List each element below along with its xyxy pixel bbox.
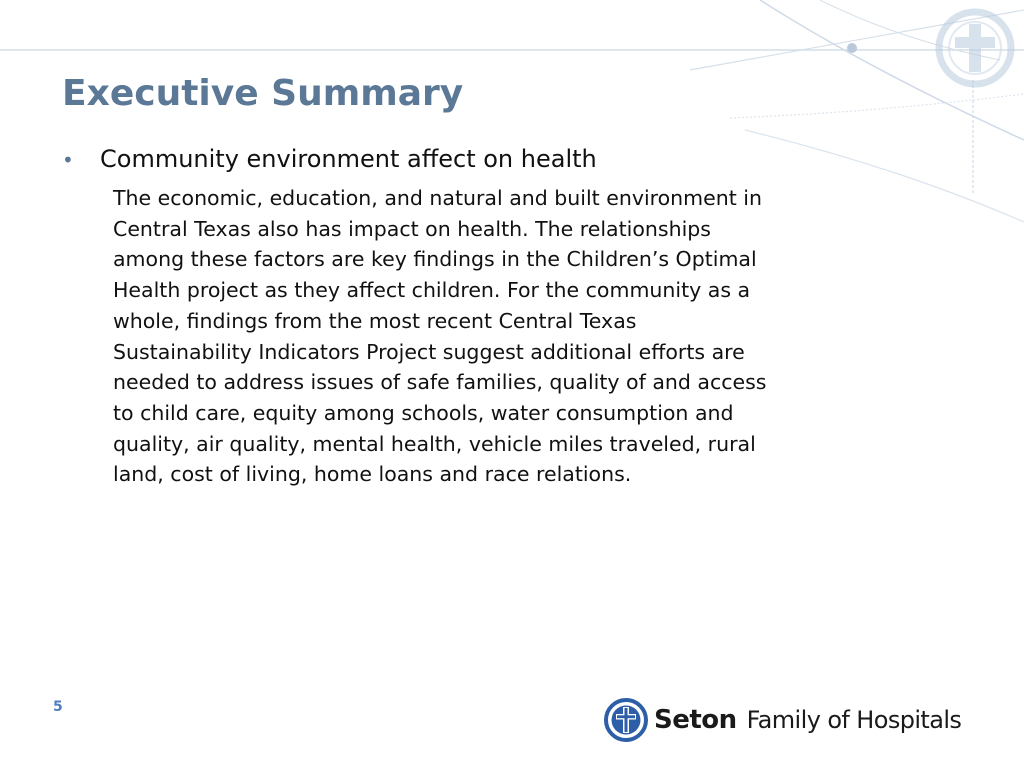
bullet-body-paragraph: The economic, education, and natural and built environment in Central Texas also has impact on health. The relationships among these factors are key findings in the Children’s Optimal Health project as they affect children. For the community as a whole, findings from the most recent Central Texas Sustainability Indicators Project suggest additional efforts are needed to address issues of safe families, quality of and access to child care, equity among schools, water consumption and quality, air quality, mental health, vehicle miles traveled, rural land, cost of living, home loans and race relations. (113, 186, 767, 487)
bullet-item (62, 144, 597, 175)
logo-brand-text: Seton (654, 705, 737, 735)
bullet-point-icon: • (62, 148, 74, 172)
bullet-heading: Community environment affect on health (100, 145, 597, 173)
slide-title: Executive Summary (62, 73, 464, 114)
logo-tagline-text: Family of Hospitals (746, 706, 962, 734)
faint-emblem-icon (939, 12, 1011, 84)
seton-logo (604, 694, 961, 746)
cross-circle-icon (604, 698, 648, 742)
page-number: 5 (53, 699, 63, 715)
